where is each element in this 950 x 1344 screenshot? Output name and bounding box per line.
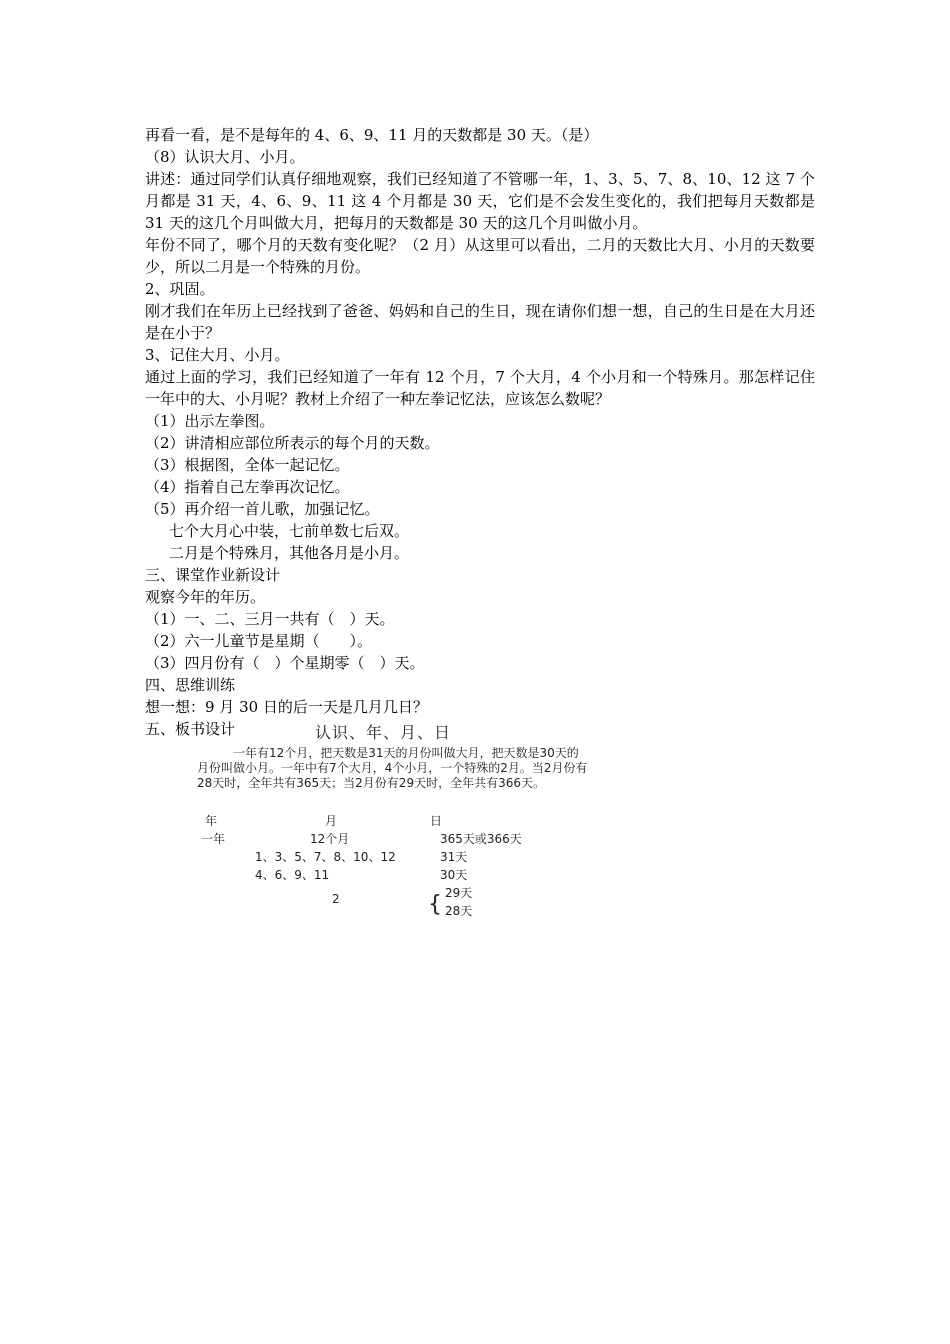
section-heading: 三、课堂作业新设计 xyxy=(145,566,281,584)
text-paragraph: 刚才我们在年历上已经找到了爸爸、妈妈和自己的生日，现在请你们想一想，自己的生日是在大月还是在小于？ xyxy=(145,302,815,342)
section-heading: 五、板书设计 xyxy=(145,720,236,738)
board-months-total: 12个月 xyxy=(310,832,350,846)
section-heading: 3、记住大月、小月。 xyxy=(145,346,290,364)
board-head-month: 月 xyxy=(325,814,338,828)
board-title: 认识、年、月、日 xyxy=(315,723,452,742)
board-feb-b: 28天 xyxy=(445,904,473,918)
board-feb-a: 29天 xyxy=(445,886,473,900)
list-item: （1）出示左拳图。 xyxy=(145,412,275,430)
text-line: 观察今年的年历。 xyxy=(145,588,266,606)
board-paragraph: 一年有12个月，把天数是31天的月份叫做大月，把天数是30天的月份叫做小月。一年中有7个大月，4个小月，一个特殊的2月。当2月份有28天时，全年共有365天；当2月份有29天时，全年共有366天。 xyxy=(197,746,588,790)
board-small-months: 4、6、9、11 xyxy=(255,868,330,882)
text-paragraph: 讲述：通过同学们认真仔细地观察，我们已经知道了不管哪一年，1、3、5、7、8、10、12 这 7 个月都是 31 天，4、6、9、11 这 4 个月都是 30 天，它们是不会发生变化的，我们把每月天数都是 31 天的这几个月叫做大月，把每月的天数都是 30 天的这几个月叫做小月。 xyxy=(145,170,815,232)
list-item: （3）根据图，全体一起记忆。 xyxy=(145,456,350,474)
exercise-item: （1）一、二、三月一共有（ ）天。 xyxy=(145,610,395,628)
document-body xyxy=(145,124,815,740)
board-big-months: 1、3、5、7、8、10、12 xyxy=(255,850,396,864)
blackboard-design xyxy=(195,720,595,920)
text-line: 再看一看，是不是每年的 4、6、9、11 月的天数都是 30 天。（是） xyxy=(145,126,599,144)
section-heading: 2、巩固。 xyxy=(145,280,215,298)
board-head-day: 日 xyxy=(430,814,443,828)
text-paragraph: 年份不同了，哪个月的天数有变化呢？（2 月）从这里可以看出，二月的天数比大月、小月的天数要少，所以二月是一个特殊的月份。 xyxy=(145,236,815,276)
exercise-item: （3）四月份有（ ）个星期零（ ）天。 xyxy=(145,654,425,672)
board-big-days: 31天 xyxy=(440,850,468,864)
brace-icon: { xyxy=(428,892,442,917)
text-line: 想一想：9 月 30 日的后一天是几月几日？ xyxy=(145,698,428,716)
list-item: （5）再介绍一首儿歌，加强记忆。 xyxy=(145,500,380,518)
board-days-total: 365天或366天 xyxy=(440,832,522,846)
rhyme-line: 二月是个特殊月，其他各月是小月。 xyxy=(169,544,410,562)
board-small-days: 30天 xyxy=(440,868,468,882)
board-feb: 2 xyxy=(332,892,340,906)
board-year: 一年 xyxy=(201,832,226,846)
text-line: （8）认识大月、小月。 xyxy=(145,148,305,166)
exercise-item: （2）六一儿童节是星期（ ）。 xyxy=(145,632,373,650)
text-paragraph: 通过上面的学习，我们已经知道了一年有 12 个月，7 个大月，4 个小月和一个特殊月。那怎样记住一年中的大、小月呢？教材上介绍了一种左拳记忆法，应该怎么数呢？ xyxy=(145,368,815,408)
list-item: （4）指着自己左拳再次记忆。 xyxy=(145,478,350,496)
board-head-year: 年 xyxy=(205,814,218,828)
list-item: （2）讲清相应部位所表示的每个月的天数。 xyxy=(145,434,440,452)
section-heading: 四、思维训练 xyxy=(145,676,236,694)
rhyme-line: 七个大月心中装，七前单数七后双。 xyxy=(169,522,410,540)
